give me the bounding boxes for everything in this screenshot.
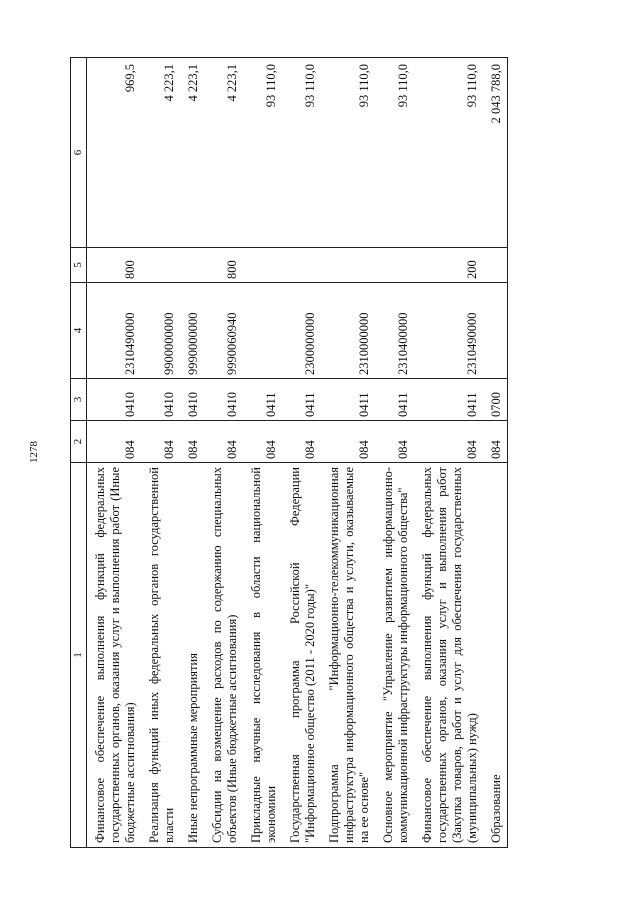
table-row — [243, 58, 282, 848]
table-row — [321, 58, 375, 848]
table-row — [87, 58, 142, 848]
row-amount: 4 223,1 — [204, 58, 243, 248]
page-number: 1278 — [28, 441, 40, 463]
row-amount: 93 110,0 — [321, 58, 375, 248]
row-target — [483, 283, 508, 379]
row-ministry: 084 — [87, 421, 142, 463]
budget-table — [70, 57, 508, 848]
row-ministry: 084 — [375, 421, 414, 463]
row-target: 9990000000 — [180, 283, 204, 379]
row-expense — [375, 248, 414, 283]
row-name: Прикладные научные исследования в области национальной экономики — [243, 463, 282, 848]
row-expense: 800 — [204, 248, 243, 283]
row-name: Подпрограмма "Информационно-телекоммуникационная инфраструктура информационного общества и услуги, оказываемые на ее основе" — [321, 463, 375, 848]
row-target: 2310000000 — [321, 283, 375, 379]
row-name: Иные непрограммные мероприятия — [180, 463, 204, 848]
row-ministry: 084 — [321, 421, 375, 463]
row-expense — [180, 248, 204, 283]
row-ministry: 084 — [414, 421, 483, 463]
column-header-2: 2 — [71, 421, 87, 463]
column-header-3: 3 — [71, 379, 87, 421]
row-expense — [483, 248, 508, 283]
row-section: 0411 — [375, 379, 414, 421]
row-section: 0410 — [180, 379, 204, 421]
row-section: 0411 — [414, 379, 483, 421]
row-section: 0410 — [204, 379, 243, 421]
row-ministry: 084 — [483, 421, 508, 463]
row-name: Основное мероприятие "Управление развитием информационно-коммуникационной инфраструктуры информационного общества" — [375, 463, 414, 848]
row-ministry: 084 — [243, 421, 282, 463]
row-ministry: 084 — [141, 421, 180, 463]
row-target: 9990060940 — [204, 283, 243, 379]
table-header-row — [71, 58, 87, 848]
row-expense: 200 — [414, 248, 483, 283]
column-header-4: 4 — [71, 283, 87, 379]
row-name: Субсидии на возмещение расходов по содержанию специальных объектов (Иные бюджетные ассигнования) — [204, 463, 243, 848]
row-ministry: 084 — [204, 421, 243, 463]
column-header-6: 6 — [71, 58, 87, 248]
row-expense — [321, 248, 375, 283]
row-target: 2300000000 — [282, 283, 321, 379]
row-name: Финансовое обеспечение выполнения функций федеральных государственных органов, оказания услуг и выполнения работ (Иные бюджетные ассигнования) — [87, 463, 142, 848]
row-name: Реализация функций иных федеральных органов государственной власти — [141, 463, 180, 848]
row-target — [243, 283, 282, 379]
row-target: 2310400000 — [375, 283, 414, 379]
row-amount: 4 223,1 — [141, 58, 180, 248]
row-name: Образование — [483, 463, 508, 848]
table-row — [414, 58, 483, 848]
row-section: 0411 — [321, 379, 375, 421]
row-target: 2310490000 — [87, 283, 142, 379]
row-name: Финансовое обеспечение выполнения функций федеральных государственных органов, оказания услуг и выполнения работ (Закупка товаров, работ и услуг для обеспечения государственных (муниципальных) нужд) — [414, 463, 483, 848]
row-ministry: 084 — [282, 421, 321, 463]
row-amount: 93 110,0 — [375, 58, 414, 248]
table-row — [204, 58, 243, 848]
column-header-1: 1 — [71, 463, 87, 848]
row-target: 2310490000 — [414, 283, 483, 379]
table-row — [282, 58, 321, 848]
budget-table-page — [70, 58, 570, 848]
row-section: 0410 — [87, 379, 142, 421]
row-amount: 93 110,0 — [282, 58, 321, 248]
row-amount: 4 223,1 — [180, 58, 204, 248]
table-row — [141, 58, 180, 848]
row-expense — [282, 248, 321, 283]
row-target: 9900000000 — [141, 283, 180, 379]
row-expense: 800 — [87, 248, 142, 283]
row-amount: 969,5 — [87, 58, 142, 248]
row-section: 0411 — [243, 379, 282, 421]
row-amount: 93 110,0 — [243, 58, 282, 248]
table-row — [483, 58, 508, 848]
table-row — [180, 58, 204, 848]
row-section: 0700 — [483, 379, 508, 421]
row-name: Государственная программа Российской Федерации "Информационное общество (2011 - 2020 годы)" — [282, 463, 321, 848]
row-expense — [141, 248, 180, 283]
row-amount: 93 110,0 — [414, 58, 483, 248]
row-section: 0411 — [282, 379, 321, 421]
column-header-5: 5 — [71, 248, 87, 283]
row-section: 0410 — [141, 379, 180, 421]
row-ministry: 084 — [180, 421, 204, 463]
row-amount: 2 043 788,0 — [483, 58, 508, 248]
row-expense — [243, 248, 282, 283]
table-row — [375, 58, 414, 848]
